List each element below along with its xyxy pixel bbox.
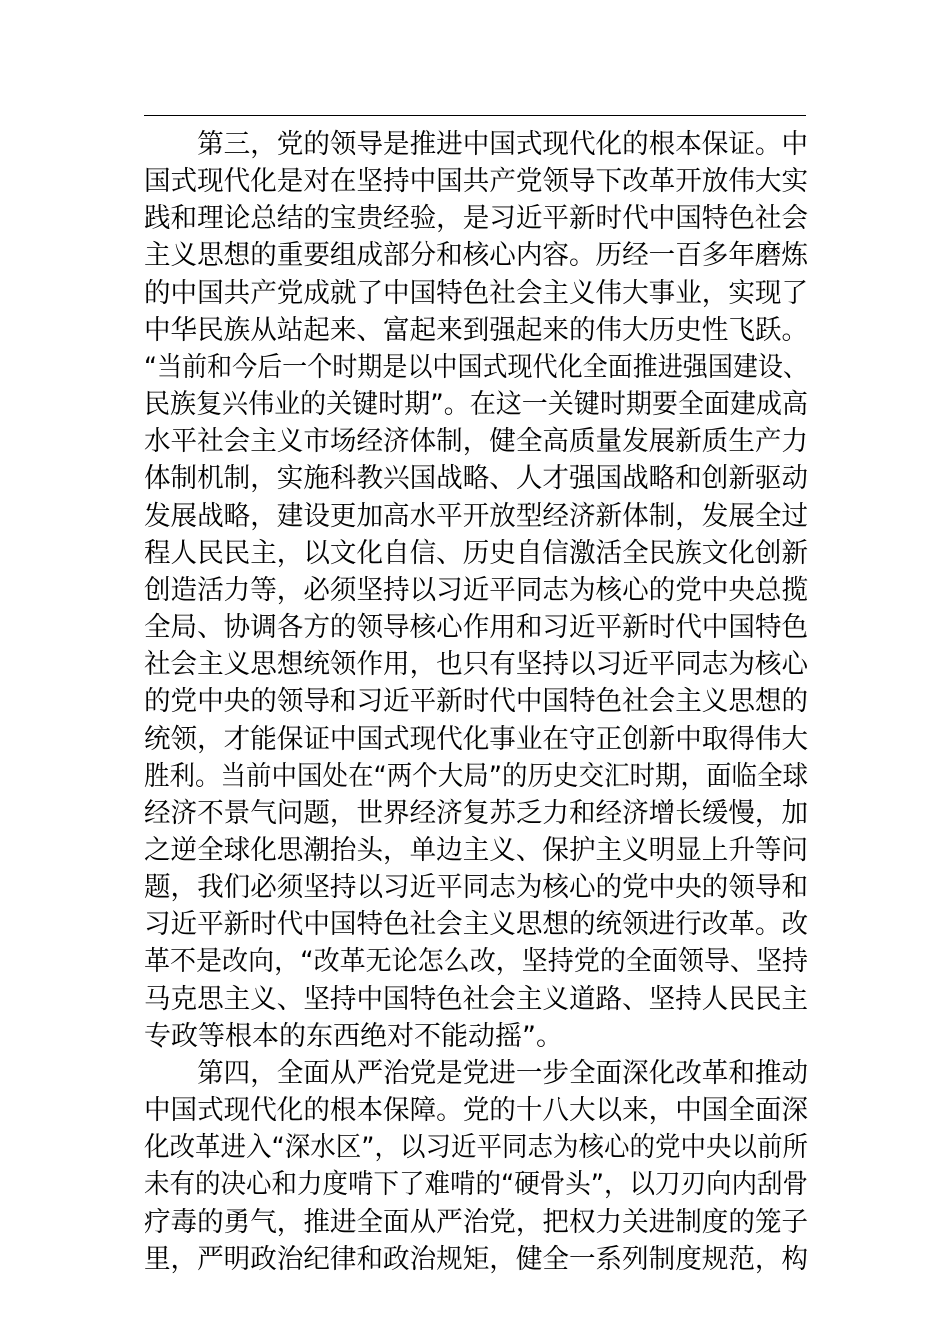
text-line: 革不是改向，“改革无论怎么改，坚持党的全面领导、坚持 — [144, 946, 808, 978]
paragraph-third-point — [144, 126, 808, 1055]
text-line: 疗毒的勇气，推进全面从严治党，把权力关进制度的笼子 — [144, 1206, 808, 1238]
text-line: 经济不景气问题，世界经济复苏乏力和经济增长缓慢，加 — [144, 797, 808, 829]
text-line: 全局、协调各方的领导核心作用和习近平新时代中国特色 — [144, 612, 808, 644]
text-line: 中华民族从站起来、富起来到强起来的伟大历史性飞跃。 — [144, 314, 808, 346]
text-line: 国式现代化是对在坚持中国共产党领导下改革开放伟大实 — [144, 166, 808, 198]
text-line: 专政等根本的东西绝对不能动摇”。 — [144, 1020, 563, 1052]
text-line: 的中国共产党成就了中国特色社会主义伟大事业，实现了 — [144, 277, 808, 309]
text-line: 未有的决心和力度啃下了难啃的“硬骨头”，以刀刃向内刮骨 — [144, 1169, 808, 1201]
text-line: 水平社会主义市场经济体制，健全高质量发展新质生产力 — [144, 426, 808, 458]
text-line: 主义思想的重要组成部分和核心内容。历经一百多年磨炼 — [144, 240, 808, 272]
text-line: 发展战略，建设更加高水平开放型经济新体制，发展全过 — [144, 500, 808, 532]
text-line: 马克思主义、坚持中国特色社会主义道路、坚持人民民主 — [144, 983, 808, 1015]
text-line: 践和理论总结的宝贵经验，是习近平新时代中国特色社会 — [144, 203, 808, 235]
text-line: 习近平新时代中国特色社会主义思想的统领进行改革。改 — [144, 909, 808, 941]
text-line: 中国式现代化的根本保障。党的十八大以来，中国全面深 — [144, 1095, 808, 1127]
text-line: 之逆全球化思潮抬头，单边主义、保护主义明显上升等问 — [144, 834, 808, 866]
text-line: 民族复兴伟业的关键时期”。在这一关键时期要全面建成高 — [144, 389, 808, 421]
text-line: 里，严明政治纪律和政治规矩，健全一系列制度规范，构 — [144, 1243, 808, 1275]
text-line: 胜利。当前中国处在“两个大局”的历史交汇时期，面临全球 — [144, 760, 808, 792]
header-rule — [144, 115, 806, 116]
text-line: 第四，全面从严治党是党进一步全面深化改革和推动 — [197, 1057, 808, 1089]
text-line: 程人民民主，以文化自信、历史自信激活全民族文化创新 — [144, 537, 808, 569]
document-body — [144, 126, 808, 1278]
text-line: 社会主义思想统领作用，也只有坚持以习近平同志为核心 — [144, 649, 808, 681]
text-line: 创造活力等，必须坚持以习近平同志为核心的党中央总揽 — [144, 574, 808, 606]
text-line: 体制机制，实施科教兴国战略、人才强国战略和创新驱动 — [144, 463, 808, 495]
text-line: 化改革进入“深水区”，以习近平同志为核心的党中央以前所 — [144, 1132, 808, 1164]
paragraph-fourth-point — [144, 1055, 808, 1278]
text-line: 第三，党的领导是推进中国式现代化的根本保证。中 — [197, 129, 808, 160]
text-line: 的党中央的领导和习近平新时代中国特色社会主义思想的 — [144, 686, 808, 718]
text-line: 统领，才能保证中国式现代化事业在守正创新中取得伟大 — [144, 723, 808, 755]
text-line: 题，我们必须坚持以习近平同志为核心的党中央的领导和 — [144, 872, 808, 904]
text-line: “当前和今后一个时期是以中国式现代化全面推进强国建设、 — [144, 351, 808, 383]
